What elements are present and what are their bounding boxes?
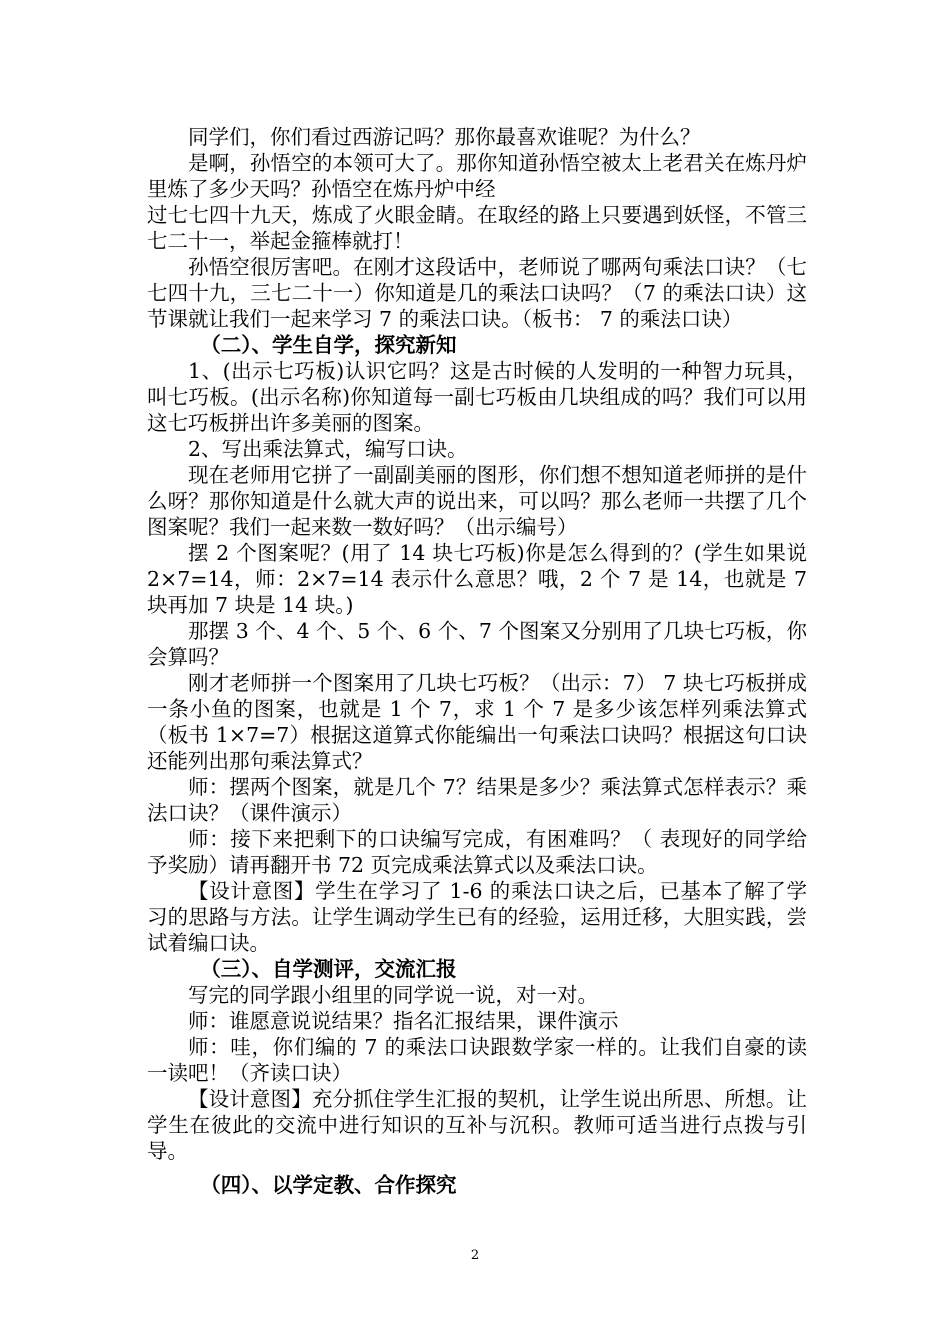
paragraph-read-together: 师：哇，你们编的 7 的乘法口诀跟数学家一样的。让我们自豪的读一读吧！（齐读口诀） xyxy=(147,1035,807,1085)
paragraph-sun-wukong: 是啊，孙悟空的本领可大了。那你知道孙悟空被太上老君关在炼丹炉里炼了多少天吗？孙悟空在炼丹炉中经 xyxy=(147,151,807,201)
paragraph-lesson-intro: 孙悟空很厉害吧。在刚才这段话中，老师说了哪两句乘法口诀？（七七四十九，三七二十一）你知道是几的乘法口诀吗？（7 的乘法口诀）这节课就让我们一起来学习 7 的乘法口诀。（板书： 7 的乘法口诀） xyxy=(147,255,807,331)
paragraph-report-results: 师：谁愿意说说结果？指名汇报结果，课件演示 xyxy=(188,1009,619,1033)
paragraph-teacher-patterns: 现在老师用它拼了一副副美丽的图形，你们想不想知道老师拼的是什么呀？那你知道是什么就大声的说出来，可以吗？那么老师一共摆了几个图案呢？我们一起来数一数好吗？（出示编号） xyxy=(147,463,807,539)
paragraph-more-patterns: 那摆 3 个、4 个、5 个、6 个、7 个图案又分别用了几块七巧板，你会算吗？ xyxy=(147,619,807,669)
paragraph-tangram: 1、(出示七巧板)认识它吗？这是古时候的人发明的一种智力玩具，叫七巧板。(出示名称)你知道每一副七巧板由几块组成的吗？我们可以用这七巧板拼出许多美丽的图案。 xyxy=(147,359,807,435)
paragraph-group-check: 写完的同学跟小组里的同学说一说，对一对。 xyxy=(188,983,598,1007)
section-heading-2: （二）、学生自学，探究新知 xyxy=(200,333,457,357)
paragraph-teacher-rest: 师：接下来把剩下的口诀编写完成，有困难吗？（ 表现好的同学给予奖励）请再翻开书 72 页完成乘法算式以及乘法口诀。 xyxy=(147,827,807,877)
document-body xyxy=(147,124,807,1198)
paragraph-design-intent-2: 【设计意图】充分抓住学生汇报的契机，让学生说出所思、所想。让学生在彼此的交流中进行知识的互补与沉积。教师可适当进行点拨与引导。 xyxy=(147,1087,807,1163)
paragraph-design-intent-1: 【设计意图】学生在学习了 1-6 的乘法口诀之后，已基本了解了学习的思路与方法。让学生调动学生已有的经验，运用迁移，大胆实践，尝试着编口诀。 xyxy=(147,879,807,955)
paragraph-write-formulas: 2、写出乘法算式，编写口诀。 xyxy=(188,437,468,461)
page-number: 2 xyxy=(470,1248,480,1263)
paragraph-teacher-two: 师：摆两个图案，就是几个 7？结果是多少？乘法算式怎样表示？乘法口诀？（课件演示） xyxy=(147,775,807,825)
section-heading-3: （三）、自学测评，交流汇报 xyxy=(200,957,457,981)
paragraph-intro-question: 同学们，你们看过西游记吗？那你最喜欢谁呢？为什么？ xyxy=(188,125,701,149)
paragraph-two-patterns: 摆 2 个图案呢？(用了 14 块七巧板)你是怎么得到的？(学生如果说 2×7=14，师：2×7=14 表示什么意思？哦，2 个 7 是 14，也就是 7 块再加 7 块是 14 块。) xyxy=(147,541,807,617)
paragraph-one-pattern: 刚才老师拼一个图案用了几块七巧板？（出示：7） 7 块七巧板拼成一条小鱼的图案，也就是 1 个 7，求 1 个 7 是多少该怎样列乘法算式（板书 1×7=7）根据这道算式你能编出一句乘法口诀吗？根据这句口诀还能列出那句乘法算式？ xyxy=(147,671,807,773)
section-heading-4: （四）、以学定教、合作探究 xyxy=(200,1173,457,1197)
paragraph-sun-wukong-continued: 过七七四十九天，炼成了火眼金睛。在取经的路上只要遇到妖怪，不管三七二十一，举起金箍棒就打！ xyxy=(147,203,807,253)
